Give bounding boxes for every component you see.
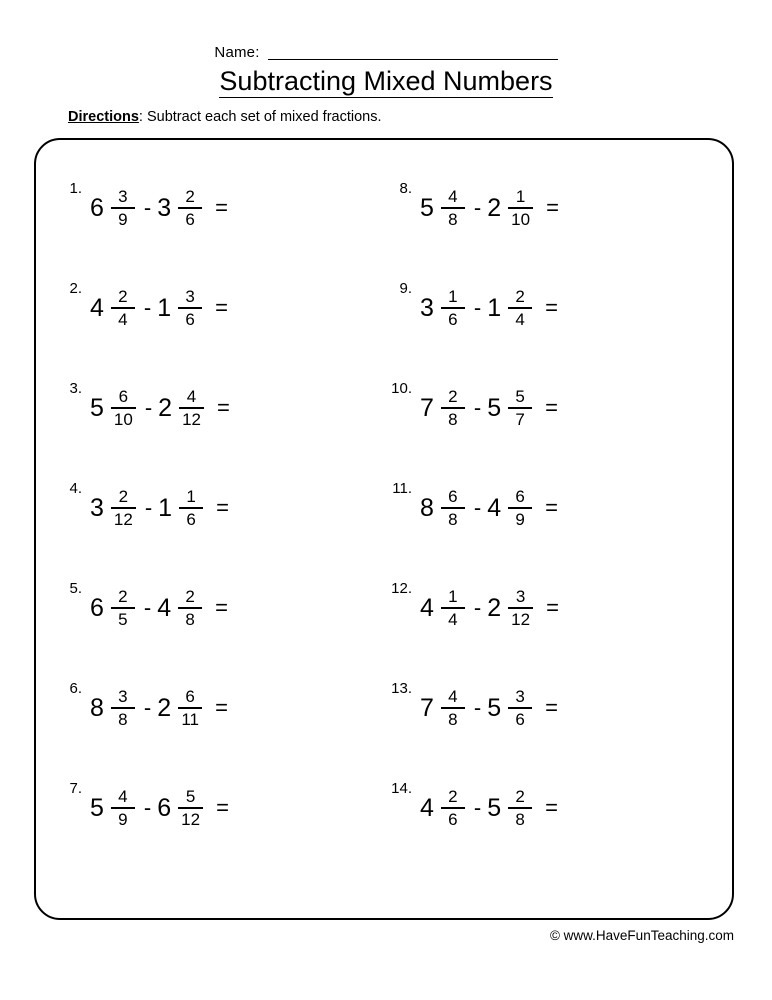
problem-row: [46, 558, 386, 658]
fraction: [441, 388, 465, 428]
first-whole-number: 4: [420, 593, 434, 622]
answer-area[interactable]: [229, 793, 279, 823]
answer-area[interactable]: [558, 493, 608, 523]
fraction: [441, 288, 465, 328]
fraction: [178, 588, 202, 628]
second-fraction-numerator: 2: [515, 287, 525, 307]
second-fraction-denominator: 6: [186, 509, 196, 529]
minus-operator: -: [143, 195, 152, 220]
first-fraction-numerator: 4: [448, 187, 458, 207]
problem-expression: [418, 388, 558, 428]
first-fraction-denominator: 12: [113, 509, 133, 529]
first-whole-number: 7: [420, 693, 434, 722]
minus-operator: -: [473, 395, 482, 420]
minus-operator: -: [143, 295, 152, 320]
first-fraction-denominator: 9: [118, 809, 128, 829]
minus-operator: -: [143, 795, 152, 820]
first-whole-number: 3: [420, 293, 434, 322]
equals-sign: =: [215, 695, 228, 720]
problem-row: [376, 158, 716, 258]
second-fraction-denominator: 12: [181, 809, 201, 829]
problem-expression: [88, 488, 229, 528]
equals-sign: =: [545, 795, 558, 820]
first-whole-number: 6: [90, 593, 104, 622]
second-fraction-numerator: 3: [515, 687, 525, 707]
problem-row: [46, 758, 386, 858]
problem-box: [34, 138, 734, 920]
first-fraction-denominator: 5: [118, 609, 128, 629]
problem-row: [376, 258, 716, 358]
first-fraction-denominator: 4: [118, 309, 128, 329]
fraction: [508, 788, 532, 828]
problem-expression: [418, 788, 558, 828]
second-whole-number: 5: [487, 793, 502, 822]
problem-number: 9.: [399, 280, 412, 297]
equals-sign: =: [545, 695, 558, 720]
answer-area[interactable]: [228, 593, 278, 623]
problem-expression: [88, 588, 228, 628]
first-fraction-numerator: 2: [118, 487, 129, 507]
first-whole-number: 5: [90, 793, 104, 822]
second-whole-number: 2: [157, 693, 172, 722]
equals-sign: =: [545, 295, 558, 320]
equals-sign: =: [545, 395, 558, 420]
fraction: [178, 688, 202, 728]
answer-area[interactable]: [558, 793, 608, 823]
fraction: [178, 288, 202, 328]
problem-number: 2.: [69, 280, 82, 297]
problem-column-right: [376, 158, 716, 858]
problem-expression: [418, 488, 558, 528]
first-whole-number: 4: [420, 793, 434, 822]
equals-sign: =: [216, 495, 229, 520]
problem-row: [46, 158, 386, 258]
second-fraction-numerator: 1: [186, 487, 196, 507]
page-title-text: Subtracting Mixed Numbers: [219, 66, 553, 96]
fraction: [508, 388, 532, 428]
second-whole-number: 4: [487, 493, 502, 522]
second-fraction-numerator: 2: [185, 187, 195, 207]
first-fraction-numerator: 1: [448, 587, 458, 607]
problem-number: 14.: [391, 780, 412, 797]
fraction: [111, 588, 135, 628]
first-fraction-numerator: 4: [448, 687, 458, 707]
fraction: [179, 388, 204, 428]
first-whole-number: 5: [90, 393, 104, 422]
first-fraction-numerator: 6: [448, 487, 458, 507]
second-fraction-denominator: 4: [515, 309, 525, 329]
first-fraction-denominator: 8: [118, 709, 128, 729]
second-fraction-denominator: 10: [511, 209, 531, 229]
second-fraction-denominator: 12: [182, 409, 201, 429]
second-fraction-numerator: 5: [185, 787, 196, 807]
equals-sign: =: [545, 495, 558, 520]
second-whole-number: 1: [157, 293, 172, 322]
first-whole-number: 3: [90, 493, 104, 522]
problem-expression: [418, 588, 559, 628]
problem-number: 5.: [69, 580, 82, 597]
first-fraction-denominator: 8: [448, 509, 458, 529]
fraction: [178, 188, 202, 228]
second-whole-number: 2: [487, 593, 502, 622]
first-whole-number: 5: [420, 193, 434, 222]
fraction: [508, 588, 533, 628]
second-fraction-numerator: 4: [186, 387, 197, 407]
minus-operator: -: [473, 495, 482, 520]
second-whole-number: 2: [487, 193, 502, 222]
problem-row: [46, 358, 386, 458]
footer-credit: © www.HaveFunTeaching.com: [549, 928, 734, 943]
fraction: [111, 788, 135, 828]
answer-area[interactable]: [558, 393, 608, 423]
equals-sign: =: [216, 795, 229, 820]
fraction: [508, 488, 532, 528]
first-fraction-numerator: 2: [118, 287, 128, 307]
equals-sign: =: [215, 195, 228, 220]
second-fraction-denominator: 8: [515, 809, 525, 829]
problem-number: 1.: [69, 180, 82, 197]
first-whole-number: 6: [90, 193, 104, 222]
first-fraction-denominator: 6: [448, 809, 458, 829]
first-fraction-numerator: 6: [118, 387, 129, 407]
problem-row: [376, 458, 716, 558]
second-fraction-numerator: 1: [515, 187, 526, 207]
name-field-row: [0, 44, 772, 60]
equals-sign: =: [215, 295, 228, 320]
problem-number: 10.: [391, 380, 412, 397]
answer-area[interactable]: [228, 193, 278, 223]
problem-number: 3.: [69, 380, 82, 397]
first-fraction-numerator: 4: [118, 787, 128, 807]
problem-expression: [88, 788, 229, 828]
problem-row: [376, 358, 716, 458]
minus-operator: -: [144, 495, 153, 520]
minus-operator: -: [473, 795, 482, 820]
fraction: [508, 688, 532, 728]
problem-expression: [88, 688, 228, 728]
problem-row: [46, 458, 386, 558]
first-fraction-numerator: 2: [118, 587, 128, 607]
fraction: [111, 288, 135, 328]
second-fraction-denominator: 6: [515, 709, 525, 729]
second-whole-number: 1: [487, 293, 502, 322]
minus-operator: -: [144, 395, 153, 420]
problem-row: [46, 258, 386, 358]
problem-number: 12.: [391, 580, 412, 597]
name-label: Name:: [214, 44, 260, 61]
answer-area[interactable]: [229, 493, 279, 523]
second-fraction-denominator: 6: [185, 309, 195, 329]
first-fraction-denominator: 8: [448, 709, 458, 729]
problem-expression: [88, 288, 228, 328]
fraction: [441, 588, 465, 628]
problem-row: [376, 558, 716, 658]
answer-area[interactable]: [559, 593, 609, 623]
fraction: [111, 488, 136, 528]
problem-number: 7.: [69, 780, 82, 797]
directions-label: Directions: [68, 109, 139, 125]
problem-number: 8.: [399, 180, 412, 197]
first-fraction-numerator: 3: [118, 687, 128, 707]
first-whole-number: 8: [90, 693, 104, 722]
fraction: [508, 288, 532, 328]
first-whole-number: 7: [420, 393, 434, 422]
second-fraction-denominator: 12: [511, 609, 531, 629]
problem-expression: [418, 188, 559, 228]
fraction: [111, 388, 136, 428]
second-whole-number: 5: [487, 693, 502, 722]
second-fraction-numerator: 3: [185, 287, 195, 307]
second-whole-number: 3: [157, 193, 172, 222]
problem-number: 11.: [392, 480, 412, 497]
second-fraction-numerator: 3: [515, 587, 526, 607]
minus-operator: -: [143, 695, 152, 720]
directions-text: : Subtract each set of mixed fractions.: [138, 109, 382, 125]
problem-column-left: [46, 158, 386, 858]
minus-operator: -: [143, 595, 152, 620]
answer-area[interactable]: [230, 393, 280, 423]
problem-expression: [88, 388, 230, 428]
first-fraction-denominator: 10: [113, 409, 133, 429]
problem-row: [376, 658, 716, 758]
problem-row: [46, 658, 386, 758]
first-fraction-denominator: 6: [448, 309, 458, 329]
second-fraction-denominator: 11: [181, 709, 199, 729]
second-fraction-denominator: 7: [515, 409, 525, 429]
second-fraction-denominator: 8: [185, 609, 195, 629]
answer-area[interactable]: [228, 693, 278, 723]
answer-area[interactable]: [228, 293, 278, 323]
fraction: [111, 688, 135, 728]
fraction: [441, 488, 465, 528]
second-whole-number: 5: [487, 393, 502, 422]
answer-area[interactable]: [558, 293, 608, 323]
first-fraction-numerator: 2: [448, 787, 458, 807]
equals-sign: =: [546, 195, 559, 220]
second-fraction-numerator: 6: [515, 487, 525, 507]
first-fraction-denominator: 8: [448, 409, 458, 429]
second-whole-number: 2: [158, 393, 173, 422]
second-fraction-denominator: 9: [515, 509, 525, 529]
fraction: [179, 488, 203, 528]
fraction: [111, 188, 135, 228]
minus-operator: -: [473, 195, 482, 220]
second-fraction-numerator: 6: [185, 687, 195, 707]
second-whole-number: 6: [157, 793, 172, 822]
problem-expression: [418, 288, 558, 328]
second-fraction-denominator: 6: [185, 209, 195, 229]
first-whole-number: 4: [90, 293, 104, 322]
fraction: [508, 188, 533, 228]
first-fraction-numerator: 3: [118, 187, 128, 207]
first-fraction-numerator: 2: [448, 387, 458, 407]
minus-operator: -: [473, 695, 482, 720]
name-write-line[interactable]: [268, 44, 558, 60]
problem-expression: [418, 688, 558, 728]
directions: [68, 108, 382, 127]
answer-area[interactable]: [559, 193, 609, 223]
fraction: [441, 188, 465, 228]
second-fraction-numerator: 2: [185, 587, 195, 607]
problem-row: [376, 758, 716, 858]
equals-sign: =: [215, 595, 228, 620]
equals-sign: =: [216, 395, 230, 420]
problem-expression: [88, 188, 228, 228]
first-fraction-denominator: 4: [448, 609, 458, 629]
fraction: [178, 788, 203, 828]
second-whole-number: 1: [158, 493, 173, 522]
first-fraction-denominator: 9: [118, 209, 128, 229]
minus-operator: -: [473, 595, 482, 620]
first-fraction-numerator: 1: [448, 287, 458, 307]
fraction: [441, 788, 465, 828]
first-fraction-denominator: 8: [448, 209, 458, 229]
problem-columns: [36, 140, 736, 922]
fraction: [441, 688, 465, 728]
problem-number: 6.: [69, 680, 82, 697]
equals-sign: =: [546, 595, 559, 620]
problem-number: 4.: [69, 480, 82, 497]
second-fraction-numerator: 5: [515, 387, 525, 407]
second-fraction-numerator: 2: [515, 787, 525, 807]
first-whole-number: 8: [420, 493, 434, 522]
page-title: [0, 66, 772, 97]
minus-operator: -: [473, 295, 482, 320]
problem-number: 13.: [391, 680, 412, 697]
answer-area[interactable]: [558, 693, 608, 723]
second-whole-number: 4: [157, 593, 172, 622]
